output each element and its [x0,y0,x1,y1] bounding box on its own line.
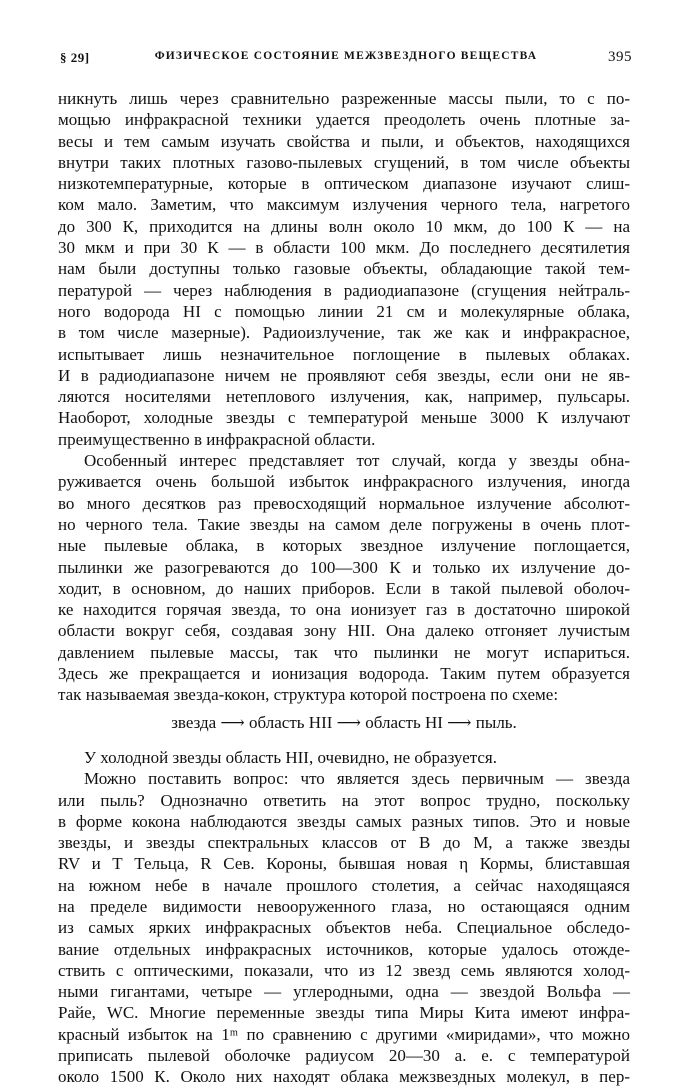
text-line: на южном небе в начале прошлого столетия, а сейчас находящаяся [58,875,630,895]
text-line: руживается очень большой избыток инфракрасного излучения, иногда [58,472,630,492]
text-line: низкотемпературные, которые в оптическом диапазоне изучают слиш- [58,174,630,194]
text-line: внутри таких плотных газово-пылевых сгущений, в том числе объекты [58,152,630,172]
text-line: из самых ярких инфракрасных объектов неба. Специальное обследо- [58,918,630,938]
text-line: пературой — через наблюдения в радиодиапазоне (сгущения нейтраль- [58,280,630,300]
text-line: вание отдельных инфракрасных источников, которые удалось отожде- [58,939,630,959]
scheme-formula: звезда ⟶ область HII ⟶ область HI ⟶ пыль. [171,712,517,732]
text-line: ными гигантами, четыре — углеродными, одна — звездой Вольфа — [58,982,630,1002]
text-line: в форме кокона наблюдаются звезды самых разных типов. Это и новые [58,811,630,831]
text-line: весы и тем самым изучать свойства и пыли, и объектов, находящихся [58,131,630,151]
text-line: ке находится горячая звезда, то она ионизует газ в достаточно широкой [58,600,630,620]
text-line: ляются носителями нетеплового излучения, как, например, пульсары. [58,387,630,407]
text-line: И в радиодиапазоне ничем не проявляют себя звезды, если они не яв- [58,365,630,385]
text-line: RV и Т Тельца, R Сев. Короны, бывшая новая η Кормы, блиставшая [58,854,630,874]
text-line: Райе, WC. Многие переменные звезды типа Миры Кита имеют инфра- [58,1003,630,1023]
section-number: § 29] [60,50,90,65]
text-line: но черного тела. Такие звезды на самом деле погружены в очень плот- [58,514,630,534]
body-text [58,88,630,1088]
text-line: на пределе видимости невооруженного глаза, но остающаяся одним [58,896,630,916]
text-line: Можно поставить вопрос: что является здесь первичным — звезда [84,769,630,789]
text-line: ствить с оптическими, показали, что из 12 звезд семь являются холод- [58,960,630,980]
running-title: ФИЗИЧЕСКОЕ СОСТОЯНИЕ МЕЖЗВЕЗДНОГО ВЕЩЕСТВА [154,50,538,62]
text-line: Здесь же прекращается и ионизация водорода. Таким путем образуется [58,664,630,684]
text-line: около 1500 К. Около них находят облака межзвездных молекул, в пер- [58,1067,630,1087]
text-line: красный избыток на 1ᵐ по сравнению с другими «миридами», что можно [58,1024,630,1044]
running-header [60,50,632,70]
text-line: давлением пылевые массы, так что пылинки не могут испариться. [58,642,630,662]
text-line: в том числе мазерные). Радиоизлучение, так же как и инфракрасное, [58,323,630,343]
text-line: У холодной звезды область HII, очевидно, не образуется. [84,747,498,767]
text-line: приписать пылевой оболочке радиусом 20—30 а. е. с температурой [58,1046,630,1066]
text-line: ные пылевые облака, в которых звездное излучение поглощается, [58,536,630,556]
text-line: так называемая звезда-кокон, структура которой построена по схеме: [58,685,559,705]
text-line: области вокруг себя, создавая зону HII. Она далеко отгоняет лучистым [58,621,630,641]
text-line: во много десятков раз превосходящий нормальное излучение абсолют- [58,493,630,513]
page-number: 395 [608,49,632,65]
text-line: Особенный интерес представляет тот случай, когда у звезды обна- [84,451,630,471]
text-line: мощью инфракрасной техники удается преодолеть очень плотные за- [58,110,630,130]
text-line: звезды, и звезды спектральных классов от В до М, а также звезды [58,833,630,853]
text-line: 30 мкм и при 30 К — в области 100 мкм. До последнего десятилетия [58,238,630,258]
text-line: ного водорода HI с помощью линии 21 см и молекулярные облака, [58,301,630,321]
text-line: Наоборот, холодные звезды с температурой меньше 3000 К излучают [58,408,630,428]
text-line: испытывает лишь незначительное поглощение в пылевых облаках. [58,344,630,364]
text-line: никнуть лишь через сравнительно разреженные массы пыли, то с по- [58,89,630,108]
text-line: ходит, в основном, до наших приборов. Если в такой пылевой оболоч- [58,578,630,598]
text-line: нам были доступны только газовые объекты, обладающие такой тем- [58,259,630,279]
text-line: или пыль? Однозначно ответить на этот вопрос трудно, поскольку [58,790,630,810]
text-line: преимущественно в инфракрасной области. [58,429,376,449]
text-line: ком мало. Заметим, что максимум излучения черного тела, нагретого [58,195,630,215]
text-line: пылинки же разогреваются до 100—300 К и только их излучение до- [58,557,630,577]
text-line: до 300 К, приходится на длины волн около 10 мкм, до 100 К — на [58,216,630,236]
